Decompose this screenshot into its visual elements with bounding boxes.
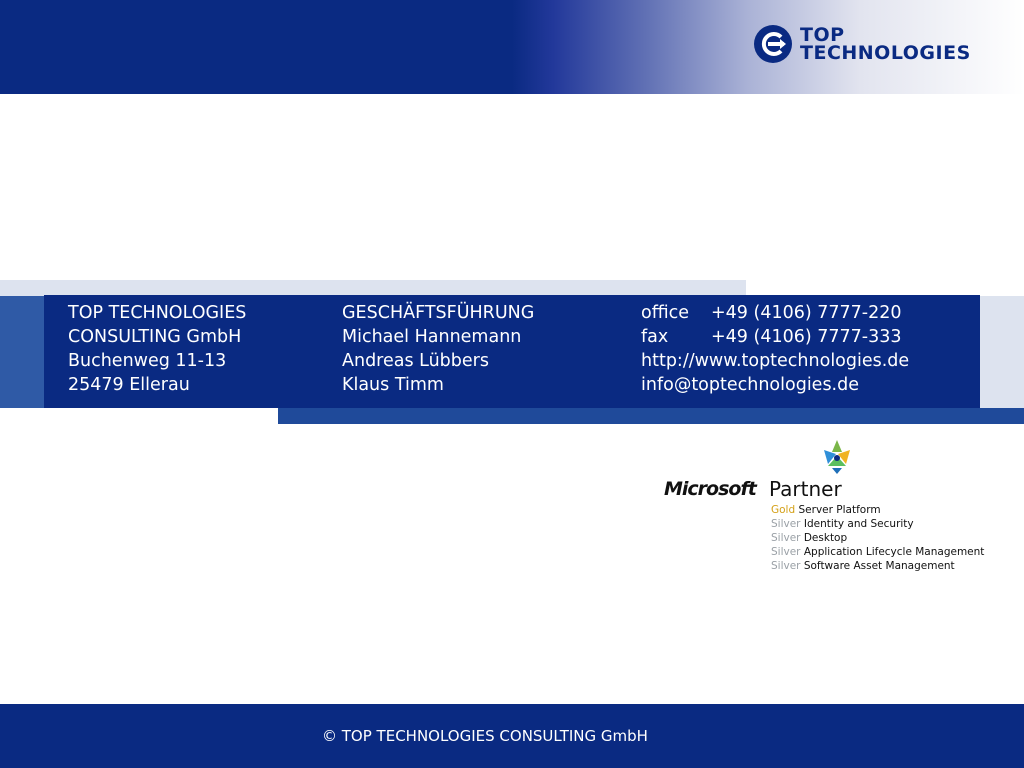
competency-list [771,503,984,573]
fax-row [641,325,909,349]
company-name-line1: TOP TECHNOLOGIES [68,303,247,323]
office-phone: +49 (4106) 7777-220 [711,303,902,323]
competency-item: Silver Application Lifecycle Management [771,546,985,558]
partner-people-icon [816,438,858,476]
manager-name: Andreas Lübbers [342,351,489,371]
office-label: office [641,303,690,323]
decor-under-strip [278,408,1024,424]
company-street: Buchenweg 11-13 [68,351,227,371]
company-address [68,301,246,397]
contact-block [641,301,909,397]
fax-label: fax [641,327,669,347]
decor-band-light [0,280,746,296]
company-logo [754,22,971,66]
logo-text-top: TOP [800,24,845,46]
office-phone-row [641,301,909,325]
website-link[interactable]: http://www.toptechnologies.de [641,351,910,371]
decor-left-strip [0,296,44,408]
decor-band-light-right [980,296,1024,408]
microsoft-wordmark: Microsoft [664,478,756,500]
management-block [342,301,534,397]
logo-text-technologies: TECHNOLOGIES [800,42,971,64]
competency-item: Gold Server Platform [771,504,881,516]
company-city: 25479 Ellerau [68,375,190,395]
company-name-line2: CONSULTING GmbH [68,327,242,347]
email-link[interactable]: info@toptechnologies.de [641,375,859,395]
competency-item: Silver Software Asset Management [771,560,955,572]
manager-name: Michael Hannemann [342,327,522,347]
partner-title: Partner [769,477,842,501]
microsoft-partner-badge [664,438,984,578]
fax-number: +49 (4106) 7777-333 [711,327,902,347]
competency-item: Silver Desktop [771,532,848,544]
footer-copyright: © TOP TECHNOLOGIES CONSULTING GmbH [322,727,648,745]
management-heading: GESCHÄFTSFÜHRUNG [342,303,535,323]
logo-mark-icon [754,25,792,63]
manager-name: Klaus Timm [342,375,444,395]
competency-item: Silver Identity and Security [771,518,914,530]
